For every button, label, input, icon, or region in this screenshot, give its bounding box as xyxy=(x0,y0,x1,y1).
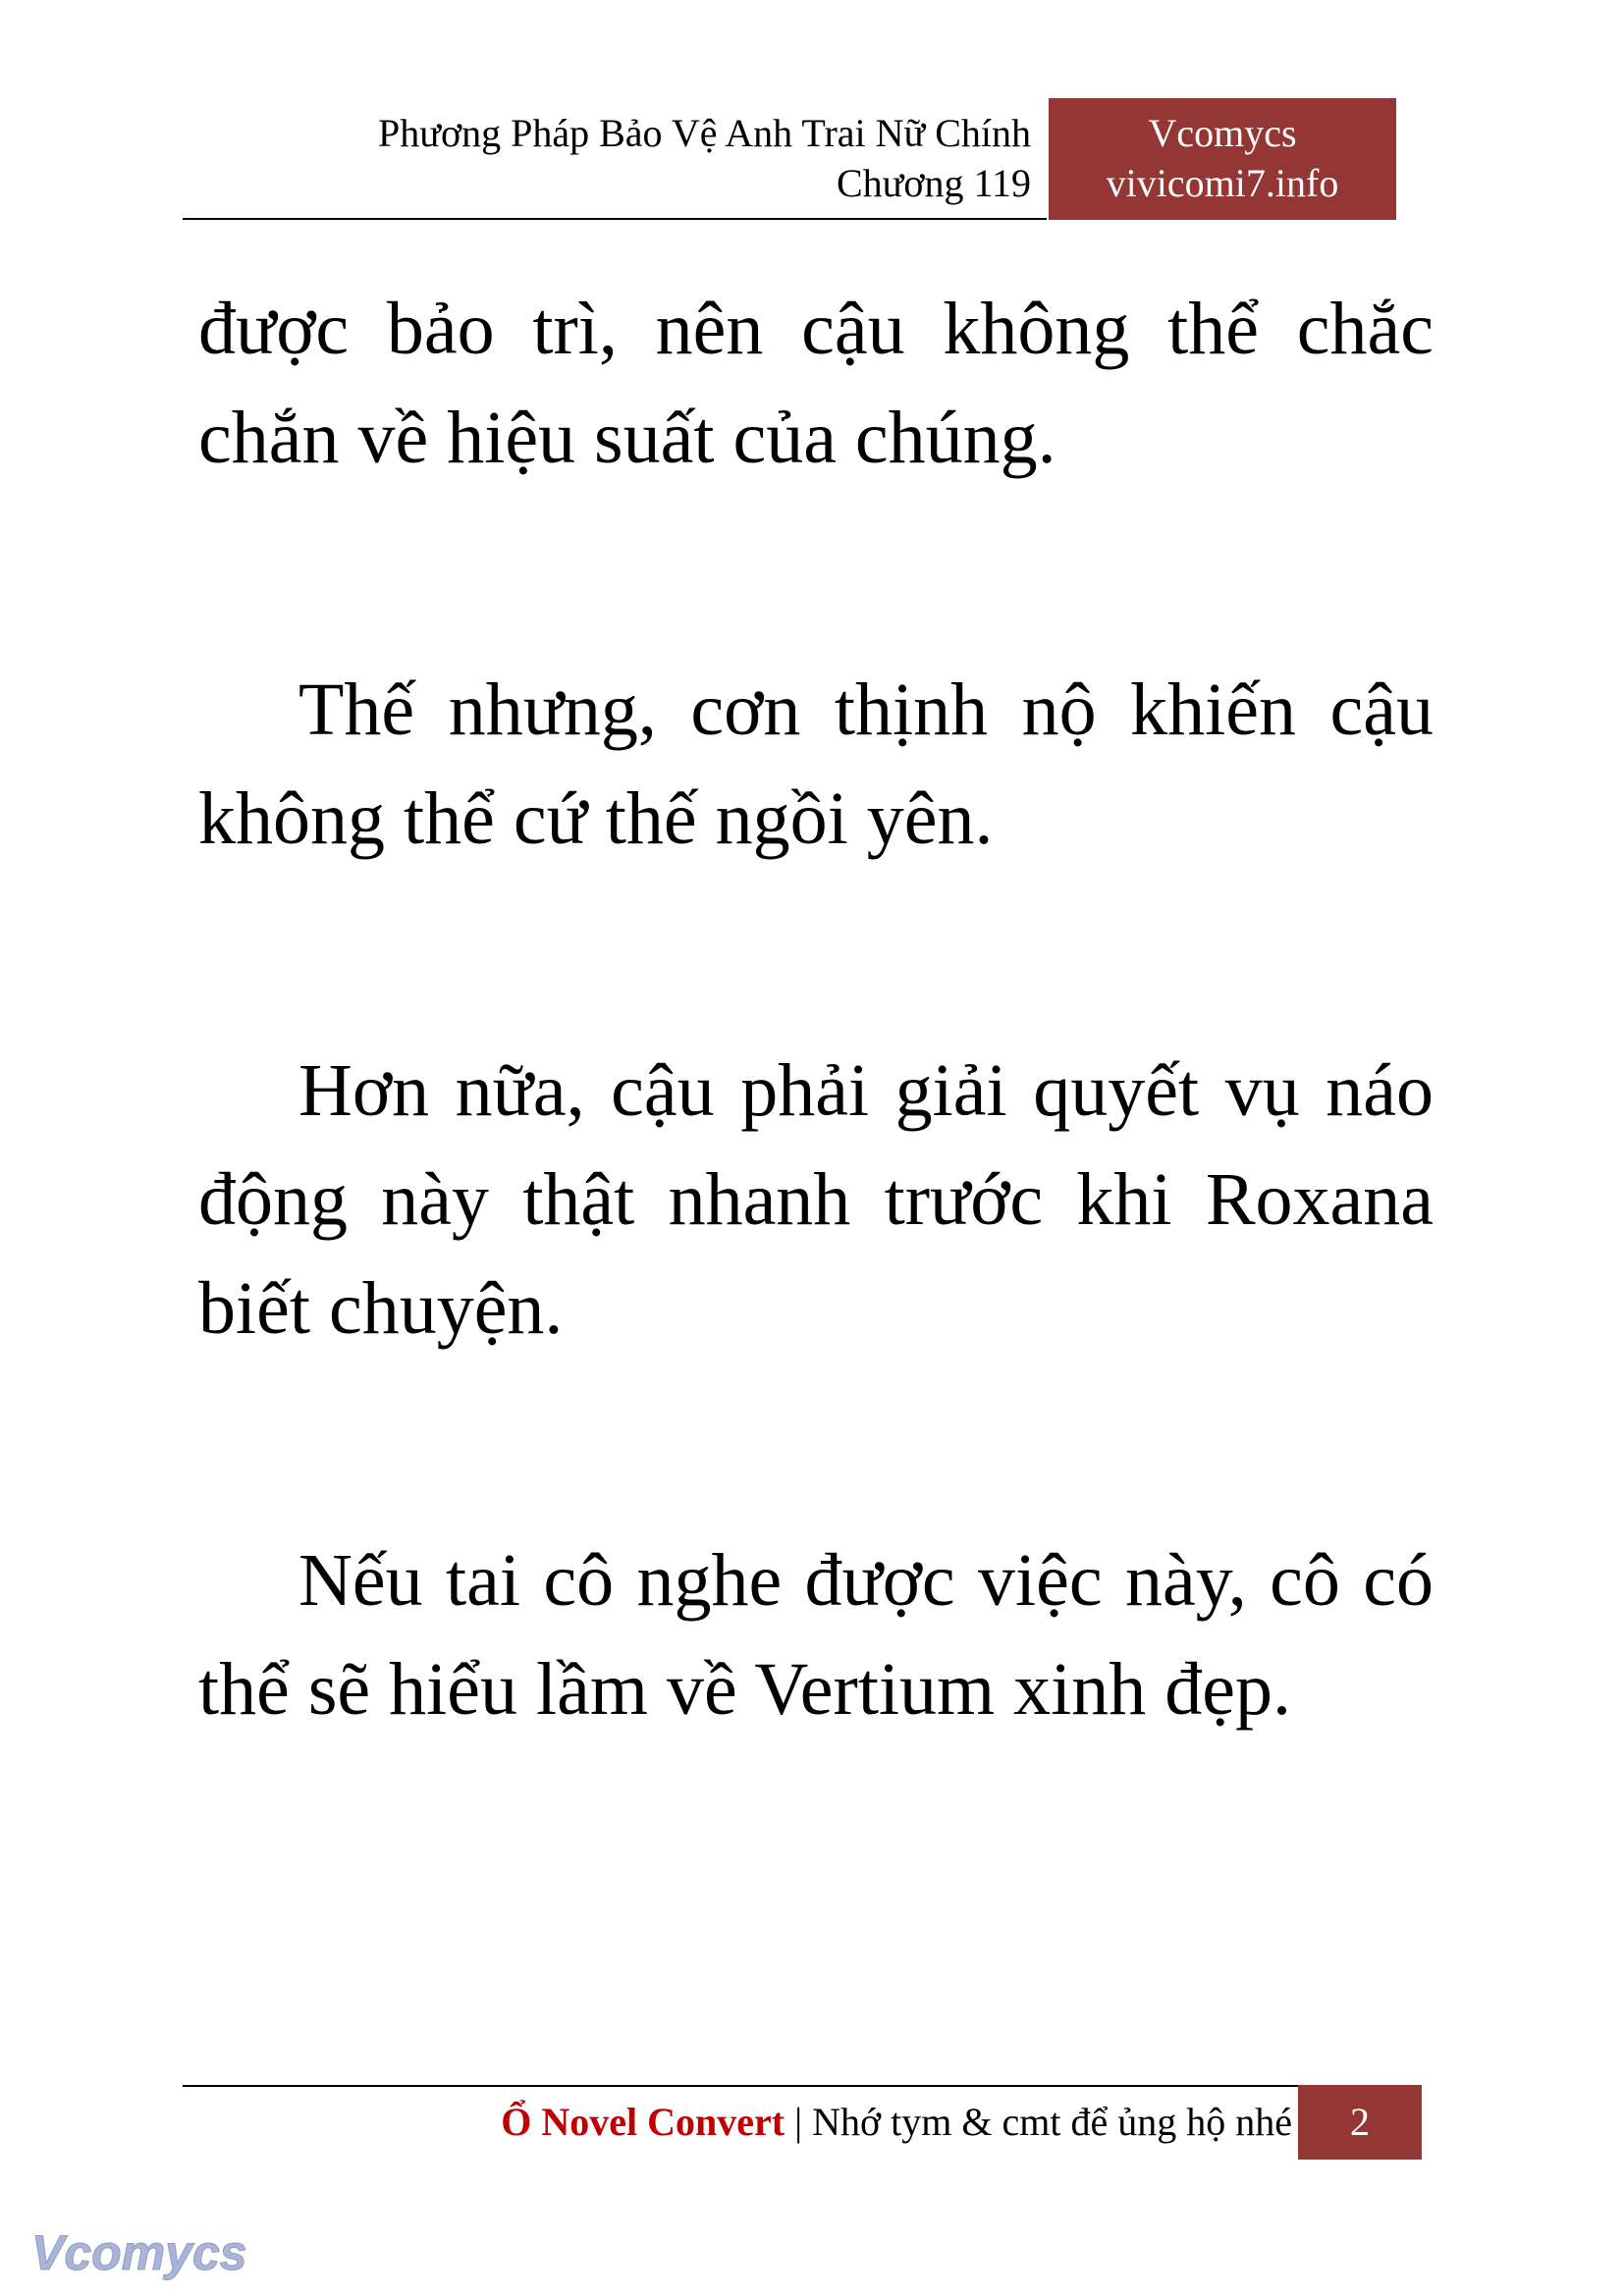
watermark-logo xyxy=(27,2220,253,2283)
footer-divider xyxy=(183,2085,1298,2087)
page-header xyxy=(183,98,1396,221)
paragraph-1: được bảo trì, nên cậu không thể chắc chắn về hiệu suất của chúng. xyxy=(198,288,1434,479)
book-title: Phương Pháp Bảo Vệ Anh Trai Nữ Chính xyxy=(378,111,1031,155)
page-content xyxy=(198,275,1434,1744)
paragraph-2: Thế nhưng, cơn thịnh nộ khiến cậu không thể cứ thế ngồi yên. xyxy=(198,668,1434,860)
brand-site: vivicomi7.info xyxy=(1106,161,1339,205)
page-footer xyxy=(183,2085,1422,2160)
footer-credit xyxy=(501,2099,1292,2146)
watermark-text: Vcomycs xyxy=(31,2225,247,2280)
paragraph-3: Hơn nữa, cậu phải giải quyết vụ náo động này thật nhanh trước khi Roxana biết chuyện. xyxy=(198,1049,1434,1350)
footer-separator: | xyxy=(785,2100,813,2144)
header-title-block xyxy=(183,98,1047,220)
brand-box xyxy=(1049,98,1396,220)
footer-brand: Ổ Novel Convert xyxy=(501,2100,785,2144)
chapter-label: Chương 119 xyxy=(836,161,1031,205)
footer-message: Nhớ tym & cmt để ủng hộ nhé xyxy=(812,2100,1292,2144)
brand-name: Vcomycs xyxy=(1148,111,1297,155)
page-number: 2 xyxy=(1298,2085,1422,2160)
paragraph-4: Nếu tai cô nghe được việc này, cô có thể sẽ hiểu lầm về Vertium xinh đẹp. xyxy=(198,1539,1434,1731)
